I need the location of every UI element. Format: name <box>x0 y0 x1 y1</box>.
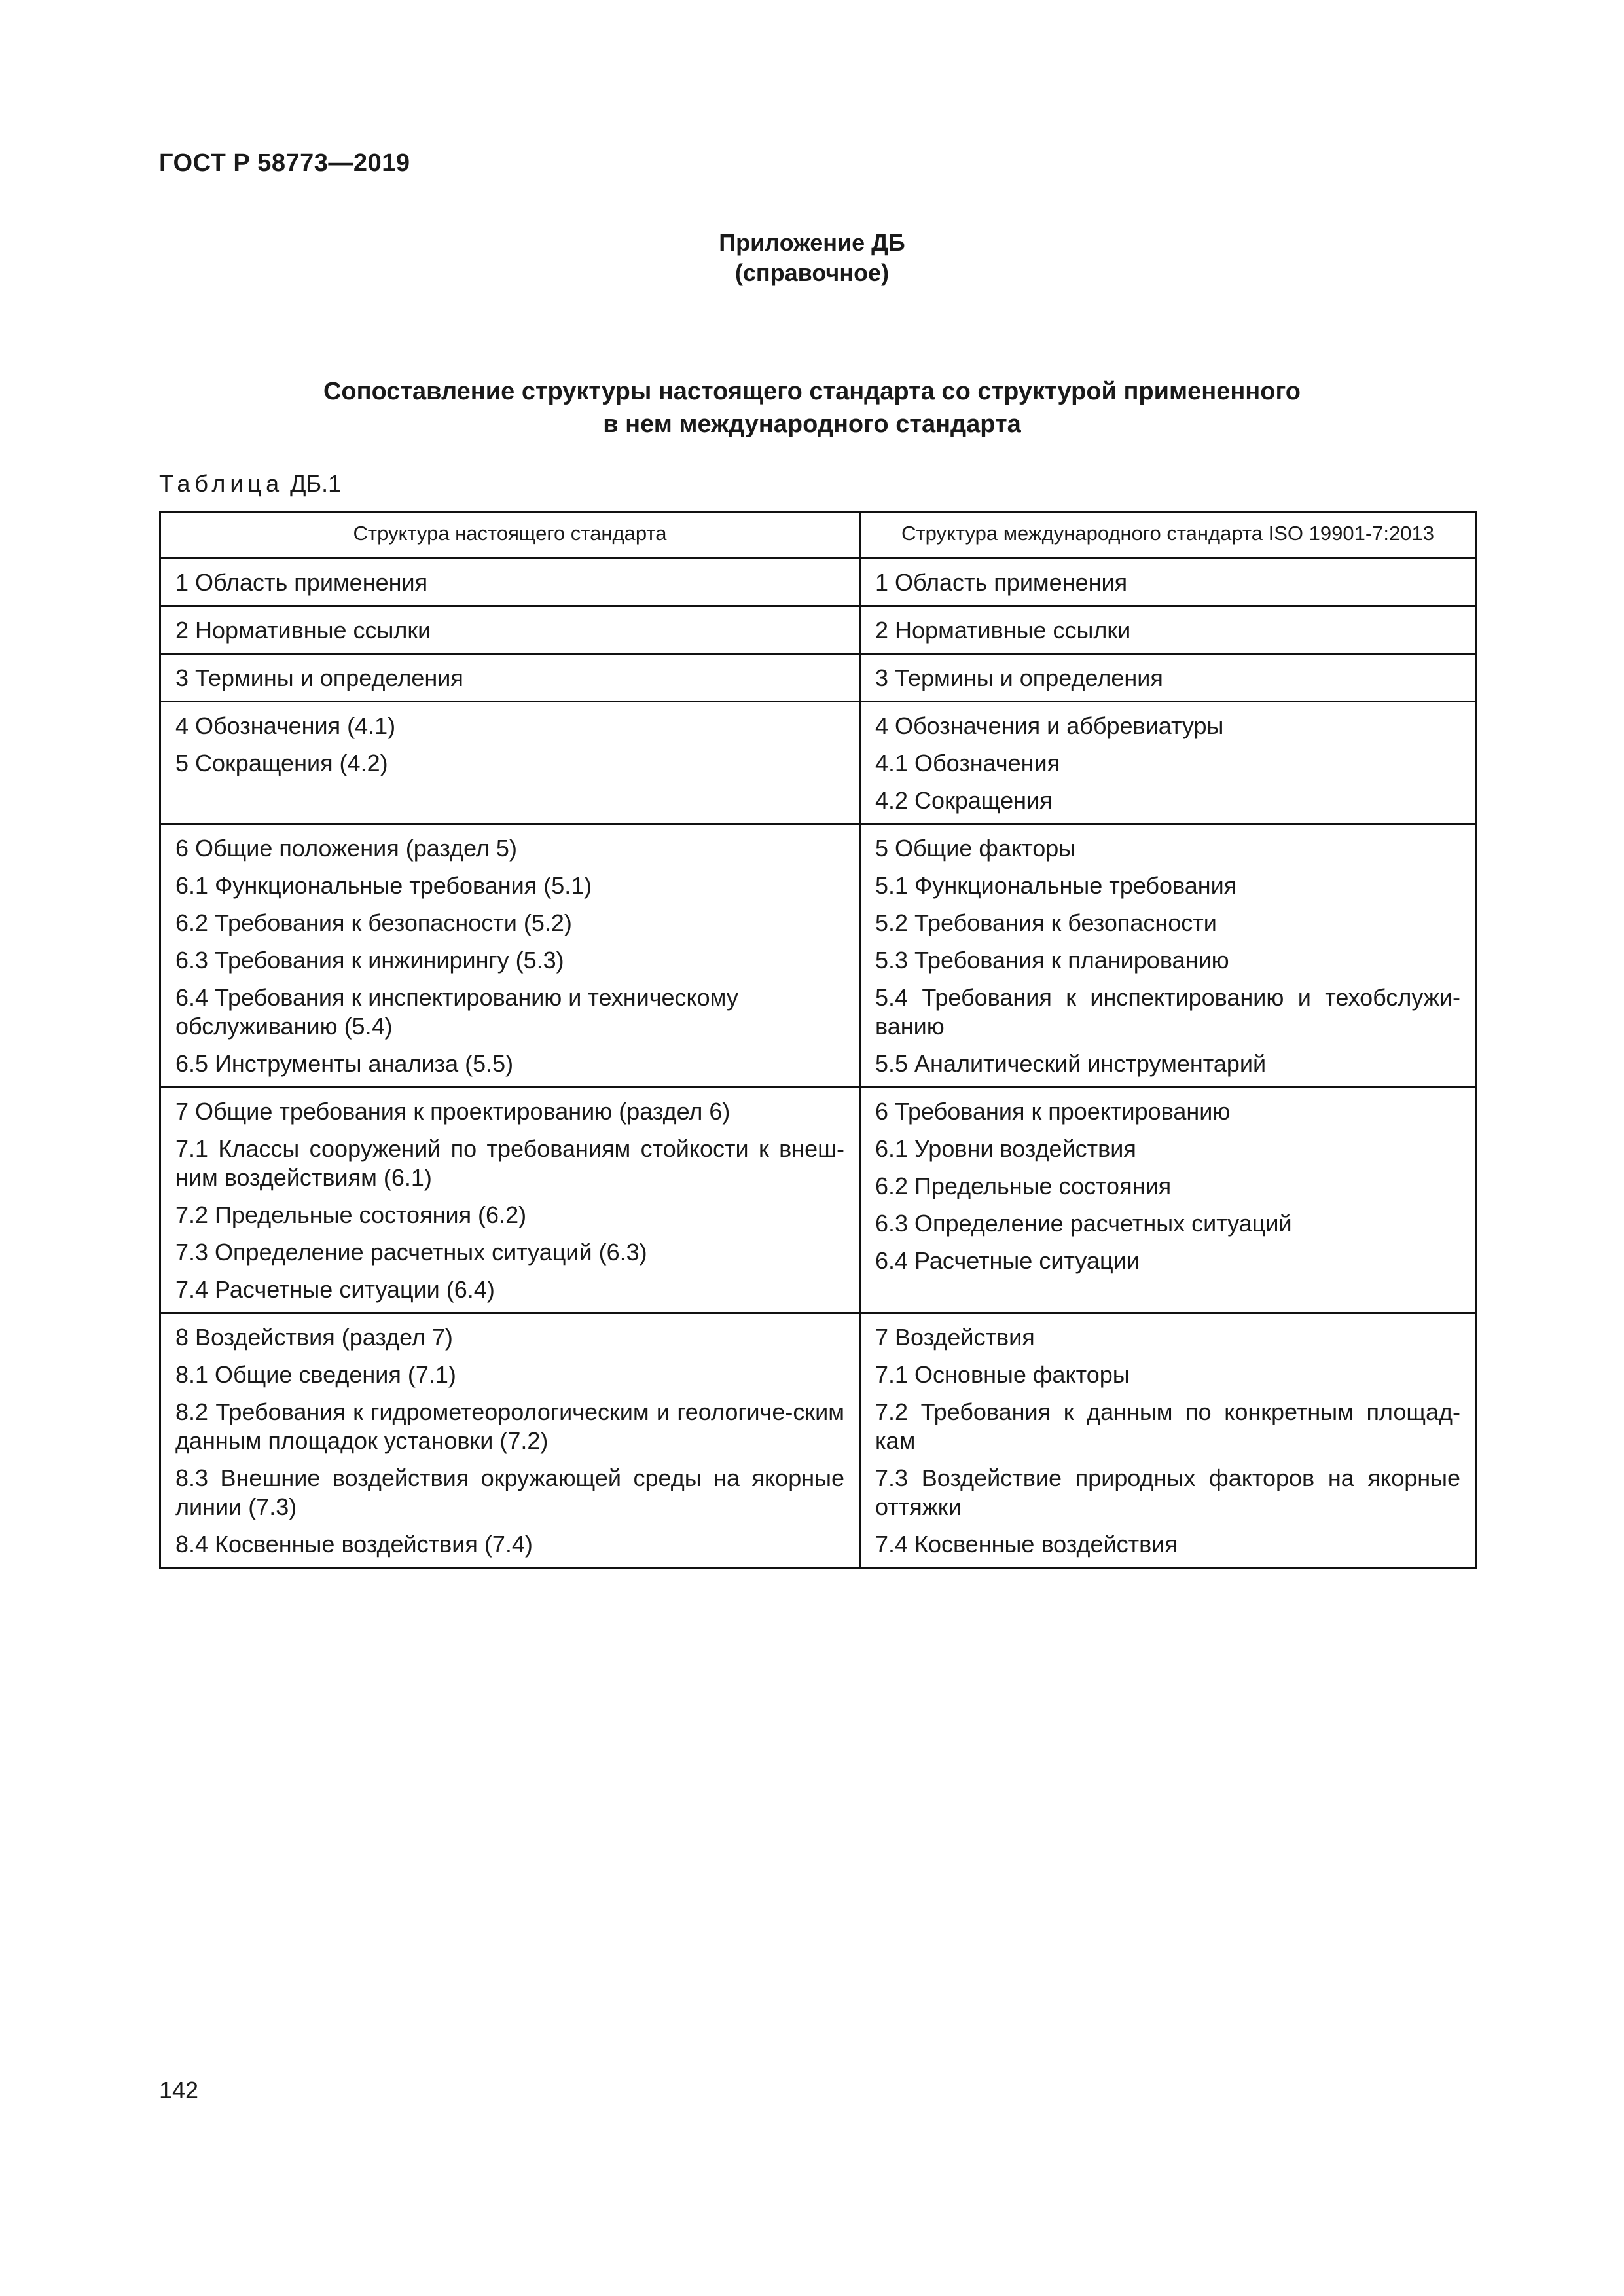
entry: 6.1 Уровни воздействия <box>875 1135 1136 1162</box>
appendix-heading <box>0 228 1624 288</box>
entry: 8.4 Косвенные воздействия (7.4) <box>175 1531 533 1558</box>
entry: 6.3 Определение расчетных ситуаций <box>875 1210 1292 1237</box>
table-header-row <box>160 512 1476 558</box>
table-row <box>160 824 1476 1087</box>
entry: 4 Обозначения и аббревиатуры <box>875 712 1224 739</box>
entry: 7.3 Воздействие природных факторов на якорные оттяжки <box>875 1465 1460 1520</box>
entry: 7.2 Требования к данным по конкретным площад-кам <box>875 1398 1460 1454</box>
cell-national <box>160 558 860 606</box>
cell-international <box>860 558 1476 606</box>
entry: 7.2 Предельные состояния (6.2) <box>175 1201 527 1228</box>
entry: 8.1 Общие сведения (7.1) <box>175 1361 456 1388</box>
entry: 6.5 Инструменты анализа (5.5) <box>175 1050 514 1077</box>
entry: 7.1 Основные факторы <box>875 1361 1130 1388</box>
entry: 7 Общие требования к проектированию (раздел 6) <box>175 1098 731 1125</box>
title-line-2: в нем международного стандарта <box>603 410 1021 438</box>
entry: 4.1 Обозначения <box>875 750 1060 776</box>
entry: 6.2 Требования к безопасности (5.2) <box>175 909 572 936</box>
entry: 8.3 Внешние воздействия окружающей среды на якорные линии (7.3) <box>175 1465 844 1520</box>
cell-international <box>860 1087 1476 1313</box>
cell-national <box>160 824 860 1087</box>
entry: 7.3 Определение расчетных ситуаций (6.3) <box>175 1239 647 1266</box>
table-row <box>160 1087 1476 1313</box>
entry: 2 Нормативные ссылки <box>875 617 1131 644</box>
entry: 7.4 Расчетные ситуации (6.4) <box>175 1276 495 1303</box>
entry: 6.2 Предельные состояния <box>875 1173 1172 1199</box>
cell-international <box>860 824 1476 1087</box>
table-row <box>160 702 1476 824</box>
entry: 1 Область применения <box>175 569 428 596</box>
structure-comparison-table <box>159 511 1477 1569</box>
page-number: 142 <box>159 2077 199 2104</box>
table-row <box>160 558 1476 606</box>
appendix-type: (справочное) <box>734 259 890 286</box>
cell-international <box>860 606 1476 654</box>
entry: 5 Общие факторы <box>875 835 1076 862</box>
entry: 5.2 Требования к безопасности <box>875 909 1217 936</box>
entry: 6.3 Требования к инжинирингу (5.3) <box>175 947 564 974</box>
cell-international <box>860 1313 1476 1568</box>
entry: 6 Общие положения (раздел 5) <box>175 835 517 862</box>
entry: 6.4 Расчетные ситуации <box>875 1247 1140 1274</box>
appendix-label: Приложение ДБ <box>719 229 905 256</box>
entry: 7.1 Классы сооружений по требованиям стойкости к внеш-ним воздействиям (6.1) <box>175 1135 844 1191</box>
table-caption-word: Таблица <box>159 470 284 497</box>
entry: 2 Нормативные ссылки <box>175 617 431 644</box>
entry: 5.5 Аналитический инструментарий <box>875 1050 1267 1077</box>
table-caption-number: ДБ.1 <box>290 470 342 497</box>
cell-national <box>160 1313 860 1568</box>
table-row <box>160 606 1476 654</box>
entry: 6.1 Функциональные требования (5.1) <box>175 872 592 899</box>
column-header-national: Структура настоящего стандарта <box>160 512 860 558</box>
entry: 4.2 Сокращения <box>875 787 1053 814</box>
entry: 7 Воздействия <box>875 1324 1035 1351</box>
entry: 8 Воздействия (раздел 7) <box>175 1324 453 1351</box>
cell-national <box>160 1087 860 1313</box>
entry: 6 Требования к проектированию <box>875 1098 1231 1125</box>
entry: 5.1 Функциональные требования <box>875 872 1237 899</box>
entry: 7.4 Косвенные воздействия <box>875 1531 1178 1558</box>
entry: 8.2 Требования к гидрометеорологическим и геологиче-ским данным площадок установки (7.2) <box>175 1398 844 1454</box>
cell-national <box>160 606 860 654</box>
cell-international <box>860 702 1476 824</box>
entry: 3 Термины и определения <box>175 665 463 691</box>
entry: 5.3 Требования к планированию <box>875 947 1229 974</box>
entry: 5 Сокращения (4.2) <box>175 750 388 776</box>
cell-national <box>160 702 860 824</box>
entry: 6.4 Требования к инспектированию и техническому обслуживанию (5.4) <box>175 984 738 1040</box>
cell-international <box>860 654 1476 702</box>
table-row <box>160 1313 1476 1568</box>
table-title <box>0 375 1624 441</box>
entry: 5.4 Требования к инспектированию и техобслужи-ванию <box>875 984 1460 1040</box>
entry: 3 Термины и определения <box>875 665 1163 691</box>
entry: 1 Область применения <box>875 569 1128 596</box>
title-line-1: Сопоставление структуры настоящего стандарта со структурой примененного <box>323 378 1301 405</box>
document-code: ГОСТ Р 58773—2019 <box>159 149 410 177</box>
cell-national <box>160 654 860 702</box>
entry: 4 Обозначения (4.1) <box>175 712 396 739</box>
table-caption <box>159 470 341 498</box>
column-header-international: Структура международного стандарта ISO 19901-7:2013 <box>860 512 1476 558</box>
table-row <box>160 654 1476 702</box>
